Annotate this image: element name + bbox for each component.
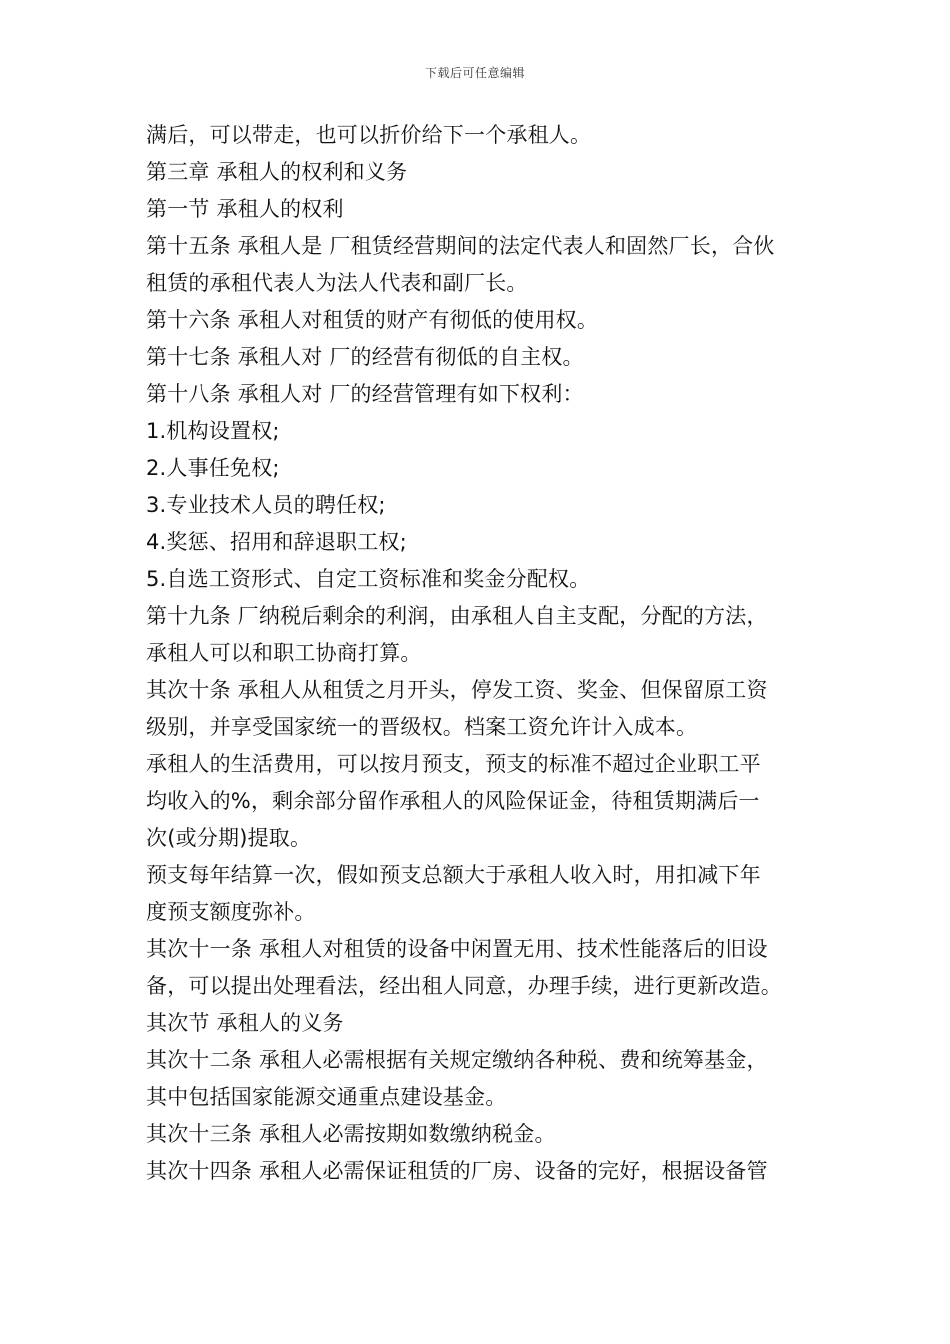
text-line: 次(或分期)提取。	[146, 826, 312, 850]
text-line: 第十五条 承租人是 厂租赁经营期间的法定代表人和固然厂长，合伙	[146, 234, 775, 258]
page-header: 下载后可任意编辑	[424, 66, 525, 80]
text-line: 第十八条 承租人对 厂的经营管理有如下权利：	[146, 382, 584, 406]
text-line: 第十九条 厂纳税后剩余的利润，由承租人自主支配，分配的方法，	[146, 604, 768, 628]
list-item: 2.人事任免权;	[146, 456, 280, 480]
text-line: 承租人可以和职工协商打算。	[146, 641, 422, 665]
text-line: 其中包括国家能源交通重点建设基金。	[146, 1085, 507, 1109]
text-line: 预支每年结算一次，假如预支总额大于承租人收入时，用扣减下年	[146, 863, 761, 887]
text-line: 均收入的%，剩余部分留作承租人的风险保证金，待租赁期满后一	[146, 789, 760, 813]
text-line: 其次十四条 承租人必需保证租赁的厂房、设备的完好，根据设备管	[146, 1159, 768, 1183]
chapter-heading: 第三章 承租人的权利和义务	[146, 160, 408, 184]
document-body	[146, 117, 816, 1190]
text-line: 租赁的承租代表人为法人代表和副厂长。	[146, 271, 528, 295]
text-line: 级别，并享受国家统一的晋级权。档案工资允许计入成本。	[146, 715, 698, 739]
text-line: 其次十条 承租人从租赁之月开头，停发工资、奖金、但保留原工资	[146, 678, 768, 702]
text-line: 其次十二条 承租人必需根据有关规定缴纳各种税、费和统筹基金，	[146, 1048, 768, 1072]
text-line: 备，可以提出处理看法，经出租人同意，办理手续，进行更新改造。	[146, 974, 782, 998]
text-line: 第十七条 承租人对 厂的经营有彻低的自主权。	[146, 345, 584, 369]
text-line: 其次十三条 承租人必需按期如数缴纳税金。	[146, 1122, 556, 1146]
list-item: 4.奖惩、招用和辞退职工权;	[146, 530, 407, 554]
text-line: 第十六条 承租人对租赁的财产有彻低的使用权。	[146, 308, 599, 332]
list-item: 1.机构设置权;	[146, 419, 280, 443]
text-line: 满后，可以带走，也可以折价给下一个承租人。	[146, 123, 592, 147]
section-heading: 其次节 承租人的义务	[146, 1011, 344, 1035]
list-item: 3.专业技术人员的聘任权;	[146, 493, 386, 517]
text-line: 承租人的生活费用，可以按月预支，预支的标准不超过企业职工平	[146, 752, 761, 776]
list-item: 5.自选工资形式、自定工资标准和奖金分配权。	[146, 567, 591, 591]
text-line: 其次十一条 承租人对租赁的设备中闲置无用、技术性能落后的旧设	[146, 937, 768, 961]
text-line: 度预支额度弥补。	[146, 900, 316, 924]
section-heading: 第一节 承租人的权利	[146, 197, 344, 221]
